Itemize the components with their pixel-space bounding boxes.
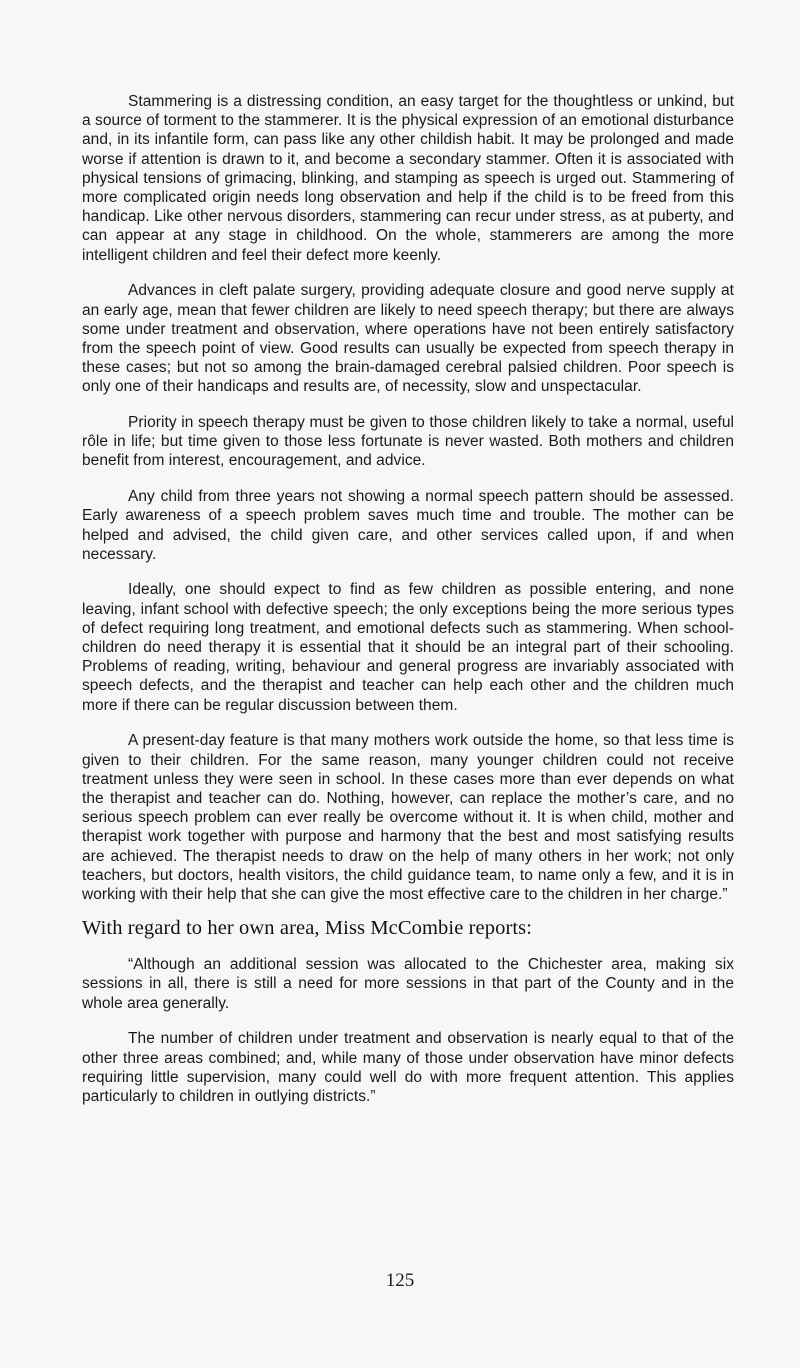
body-text	[82, 92, 734, 1106]
paragraph-children-number: The number of children under treatment and observation is nearly equal to that of the other three areas combined; and, while many of those under observation have minor defects requiring little supervision, many could well do with more frequent attention. This applies particularly to children in outlying districts.”	[82, 1030, 734, 1105]
paragraph-priority: Priority in speech therapy must be given to those children likely to take a normal, useful rôle in life; but time given to those less fortunate is never wasted. Both mothers and children benefit from interest, encouragement, and advice.	[82, 414, 734, 470]
paragraph-ideally: Ideally, one should expect to find as few children as possible entering, and none leaving, infant school with defective speech; the only exceptions being the more serious types of defect requiring long treatment, and emotional defects such as stammering. When school-children do need therapy it is essential that it should be an integral part of their schooling. Problems of reading, writing, behaviour and general progress are invariably associated with speech defects, and the therapist and teacher can help each other and the children much more if there can be regular discussion between them.	[82, 581, 734, 714]
paragraph-assessment: Any child from three years not showing a normal speech pattern should be assessed. Early awareness of a speech problem saves much time and trouble. The mother can be helped and advised, the child given care, and other services called upon, if and when necessary.	[82, 488, 734, 563]
paragraph-present-day: A present-day feature is that many mothers work outside the home, so that less time is given to their children. For the same reason, many younger children could not receive treatment unless they were seen in school. In these cases more than ever depends on what the therapist and teacher can do. Nothing, however, can replace the mother’s care, and no serious speech problem can ever really be overcome without it. It is when child, mother and therapist work together with purpose and harmony that the best and most satisfying results are achieved. The therapist needs to draw on the help of many others in her work; not only teachers, but doctors, health visitors, the child guidance team, to name only a few, and it is in working with their help that she can give the most effective care to the children in her charge.”	[82, 732, 734, 904]
section-heading: With regard to her own area, Miss McCombie reports:	[82, 917, 533, 940]
page-number: 125	[385, 1270, 415, 1291]
paragraph-stammering: Stammering is a distressing condition, an easy target for the thoughtless or unkind, but a source of torment to the stammerer. It is the physical expression of an emotional disturbance and, in its infantile form, can pass like any other childish habit. It may be prolonged and made worse if attention is drawn to it, and become a secondary stammer. Often it is associated with physical tensions of grimacing, blinking, and stamping as speech is urged out. Stammering of more complicated origin needs long observation and help if the child is to be freed from this handicap. Like other nervous disorders, stammering can recur under stress, as at puberty, and can appear at any stage in childhood. On the whole, stammerers are among the more intelligent children and feel their defect more keenly.	[82, 93, 734, 264]
paragraph-chichester: “Although an additional session was allocated to the Chichester area, making six sessions in all, there is still a need for more sessions in that part of the County and in the whole area generally.	[82, 956, 734, 1012]
paragraph-cleft-palate: Advances in cleft palate surgery, providing adequate closure and good nerve supply at an early age, mean that fewer children are likely to need speech therapy; but there are always some under treatment and observation, where operations have not been entirely satisfactory from the speech point of view. Good results can usually be expected from speech therapy in these cases; but not so among the brain-damaged cerebral palsied children. Poor speech is only one of their handicaps and results are, of necessity, slow and unspectacular.	[82, 282, 734, 396]
